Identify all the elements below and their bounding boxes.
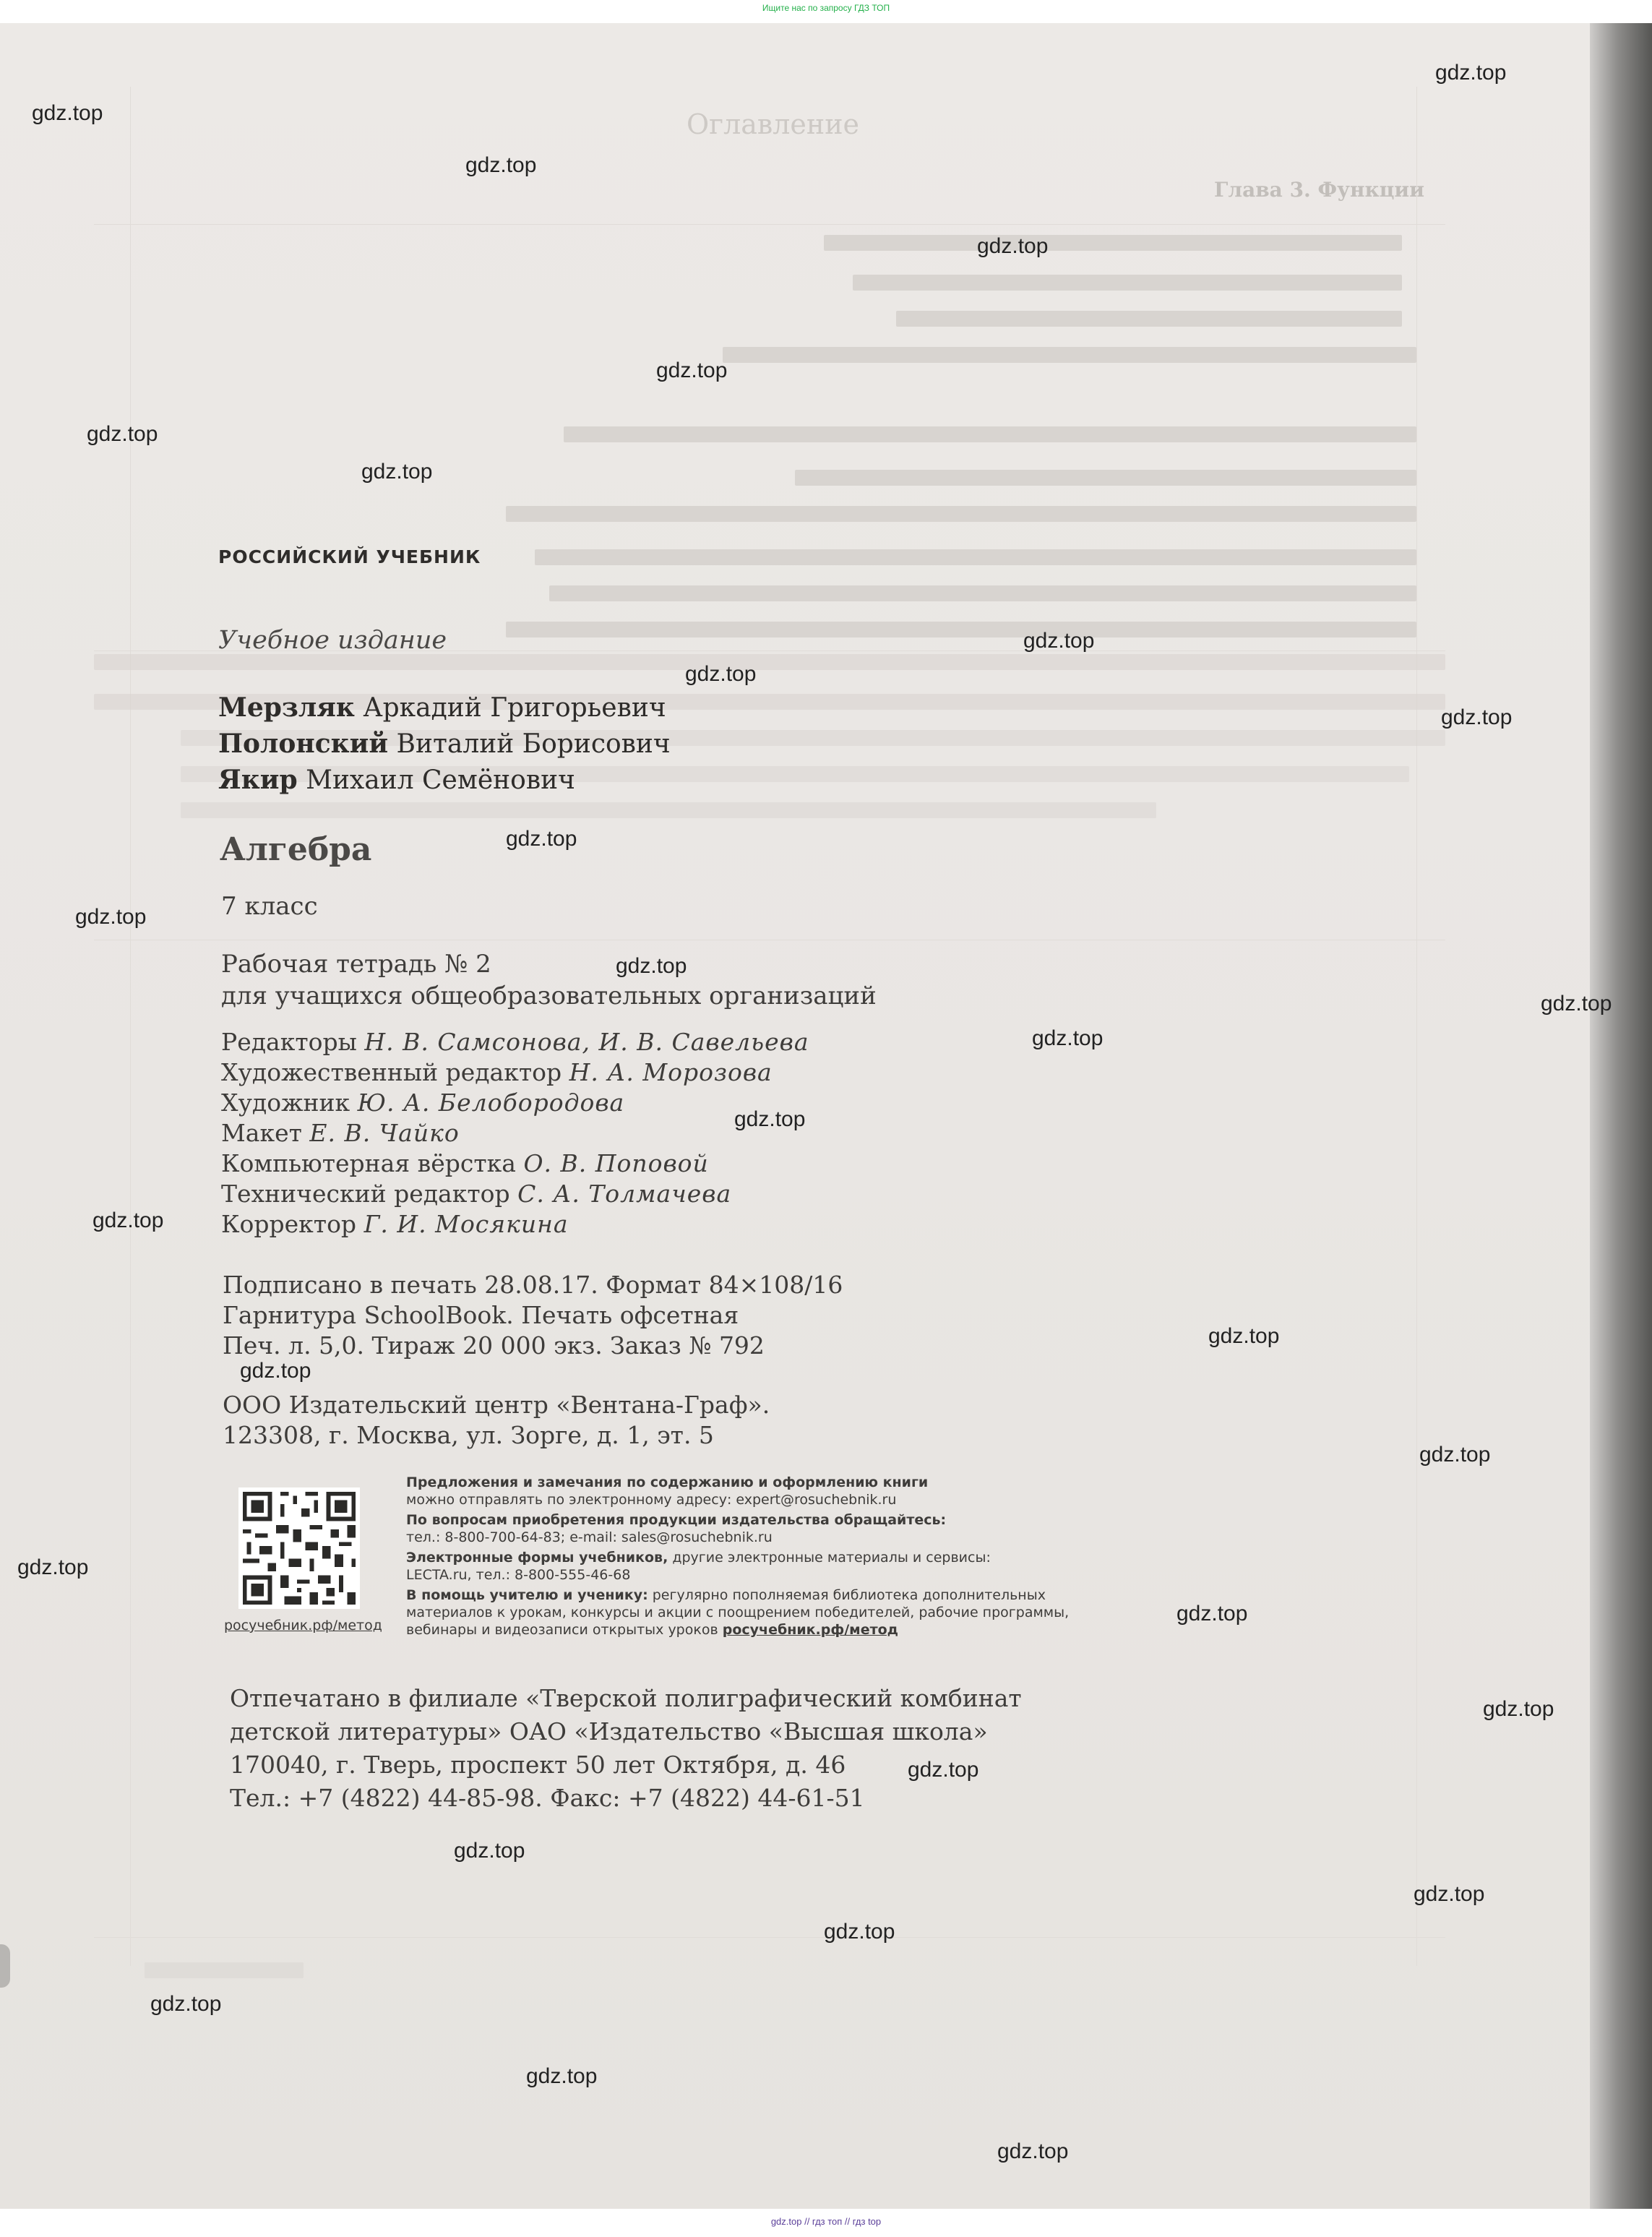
credit-line	[221, 1089, 624, 1117]
watermark: gdz.top	[17, 1555, 89, 1579]
qr-code-icon[interactable]	[238, 1487, 360, 1609]
contact-line: LECTA.ru, тел.: 8-800-555-46-68	[406, 1567, 631, 1583]
print-detail: Подписано в печать 28.08.17. Формат 84×108/16	[223, 1271, 843, 1299]
ghost-line	[94, 654, 1445, 670]
ghost-line	[723, 347, 1416, 363]
credit-role: Макет	[221, 1119, 302, 1147]
ghost-line	[145, 1962, 304, 1978]
watermark: gdz.top	[240, 1359, 311, 1383]
watermark: gdz.top	[1419, 1443, 1491, 1467]
credit-name: Н. А. Морозова	[569, 1058, 773, 1086]
contact-line	[406, 1512, 946, 1528]
contact-text: регулярно пополняемая библиотека дополнительных	[648, 1587, 1046, 1603]
credit-name: Е. В. Чайко	[309, 1119, 460, 1147]
workbook-number: Рабочая тетрадь № 2	[221, 950, 491, 979]
watermark: gdz.top	[1208, 1324, 1280, 1348]
watermark: gdz.top	[1483, 1697, 1554, 1721]
credit-name: Ю. А. Белобородова	[357, 1089, 625, 1117]
watermark: gdz.top	[1176, 1602, 1248, 1626]
credit-name: Н. В. Самсонова, И. В. Савельева	[364, 1028, 809, 1056]
printer-line: 170040, г. Тверь, проспект 50 лет Октября, д. 46	[230, 1751, 846, 1779]
watermark: gdz.top	[685, 662, 757, 686]
author-line	[218, 729, 671, 759]
credit-name: О. В. Поповой	[523, 1149, 709, 1177]
credit-line	[221, 1180, 731, 1208]
watermark: gdz.top	[465, 153, 537, 177]
watermark: gdz.top	[977, 234, 1049, 258]
ghost-toc-title: Оглавление	[687, 108, 860, 140]
contact-heading: Предложения и замечания по содержанию и оформлению книги	[406, 1474, 929, 1490]
ghost-chapter: Глава 3. Функции	[1214, 178, 1424, 202]
contact-text: вебинары и видеозаписи открытых уроков	[406, 1622, 723, 1638]
qr-caption-link[interactable]: росучебник.рф/метод	[224, 1618, 382, 1633]
watermark: gdz.top	[1435, 61, 1507, 85]
watermark: gdz.top	[526, 2064, 598, 2088]
watermark: gdz.top	[1541, 992, 1612, 1016]
ghost-line	[564, 426, 1416, 442]
ghost-line	[535, 549, 1416, 565]
watermark: gdz.top	[87, 422, 158, 446]
ghost-line	[506, 622, 1416, 637]
contact-line: тел.: 8-800-700-64-83; e-mail: sales@rosuchebnik.ru	[406, 1529, 773, 1545]
credit-role: Компьютерная вёрстка	[221, 1149, 516, 1177]
author-surname: Полонский	[218, 729, 389, 759]
credit-role: Художник	[221, 1089, 350, 1117]
printer-line: Отпечатано в филиале «Тверской полиграфический комбинат	[230, 1684, 1022, 1712]
book-title: Алгебра	[220, 831, 372, 868]
contact-text: другие электронные материалы и сервисы:	[668, 1550, 991, 1566]
scan-smudge	[0, 1944, 10, 1988]
contact-line	[406, 1550, 991, 1566]
contact-heading: Электронные формы учебников,	[406, 1550, 668, 1566]
print-detail: Гарнитура SchoolBook. Печать офсетная	[223, 1301, 739, 1329]
author-given-names: Виталий Борисович	[396, 729, 671, 759]
author-surname: Якир	[218, 765, 298, 795]
printer-line: Тел.: +7 (4822) 44-85-98. Факс: +7 (4822) 44-61-51	[230, 1784, 865, 1812]
ghost-line	[896, 311, 1402, 327]
edition-type: Учебное издание	[218, 626, 447, 655]
contact-heading: По вопросам приобретения продукции издательства обращайтесь:	[406, 1512, 947, 1528]
watermark: gdz.top	[656, 358, 728, 382]
credit-role: Художественный редактор	[221, 1058, 562, 1086]
watermark: gdz.top	[1441, 705, 1513, 729]
ghost-line	[506, 506, 1416, 522]
top-banner[interactable]: Ищите нас по запросу ГДЗ ТОП	[762, 3, 890, 13]
ghost-line	[853, 275, 1402, 291]
grid-line	[130, 87, 131, 1966]
watermark: gdz.top	[361, 460, 433, 484]
watermark: gdz.top	[93, 1208, 164, 1232]
watermark: gdz.top	[824, 1920, 895, 1944]
audience: для учащихся общеобразовательных организаций	[221, 982, 877, 1010]
grid-line	[94, 1937, 1445, 1938]
watermark: gdz.top	[506, 827, 577, 851]
ghost-line	[824, 235, 1402, 251]
author-given-names: Аркадий Григорьевич	[363, 693, 666, 723]
print-detail: Печ. л. 5,0. Тираж 20 000 экз. Заказ № 792	[223, 1331, 765, 1360]
credit-line	[221, 1058, 773, 1086]
bottom-banner[interactable]: gdz.top // гдз топ // гдз top	[770, 2216, 882, 2227]
grid-line	[94, 224, 1445, 225]
watermark: gdz.top	[75, 905, 147, 929]
publisher-line: 123308, г. Москва, ул. Зорге, д. 1, эт. 5	[223, 1421, 714, 1449]
page-spine-shadow	[1590, 23, 1652, 2209]
watermark: gdz.top	[32, 101, 103, 125]
watermark: gdz.top	[734, 1107, 806, 1131]
grade: 7 класс	[221, 892, 318, 921]
author-line	[218, 765, 575, 795]
series-label: РОССИЙСКИЙ УЧЕБНИК	[218, 546, 481, 567]
ghost-line	[181, 802, 1156, 818]
author-surname: Мерзляк	[218, 692, 355, 723]
credit-role: Редакторы	[221, 1028, 357, 1056]
watermark: gdz.top	[616, 954, 687, 978]
printer-line: детской литературы» ОАО «Издательство «Высшая школа»	[230, 1717, 988, 1746]
credit-role: Технический редактор	[221, 1180, 510, 1208]
ghost-line	[549, 585, 1416, 601]
credit-line	[221, 1149, 709, 1177]
author-given-names: Михаил Семёнович	[306, 765, 575, 795]
credit-line	[221, 1210, 569, 1238]
contact-line	[406, 1587, 1046, 1603]
grid-line	[1416, 87, 1417, 1966]
credit-name: С. А. Толмачева	[517, 1180, 732, 1208]
watermark: gdz.top	[1023, 629, 1095, 653]
watermark: gdz.top	[1032, 1026, 1104, 1050]
ghost-line	[795, 470, 1416, 486]
watermark: gdz.top	[908, 1758, 979, 1782]
watermark: gdz.top	[1414, 1882, 1485, 1906]
method-link[interactable]: росучебник.рф/метод	[722, 1622, 898, 1638]
credit-line	[221, 1119, 460, 1147]
contact-line: материалов к урокам, конкурсы и акции с поощрением победителей, рабочие программы,	[406, 1605, 1070, 1620]
contact-line	[406, 1622, 898, 1638]
contact-line: можно отправлять по электронному адресу: expert@rosuchebnik.ru	[406, 1492, 897, 1508]
credit-line	[221, 1028, 809, 1056]
contact-heading: В помощь учителю и ученику:	[406, 1587, 648, 1603]
watermark: gdz.top	[454, 1839, 525, 1863]
contact-line	[406, 1474, 928, 1490]
watermark: gdz.top	[997, 2139, 1069, 2163]
author-line	[218, 692, 666, 723]
watermark: gdz.top	[150, 1992, 222, 2016]
credit-name: Г. И. Мосякина	[363, 1210, 569, 1238]
publisher-line: ООО Издательский центр «Вентана-Граф».	[223, 1391, 770, 1419]
credit-role: Корректор	[221, 1210, 357, 1238]
